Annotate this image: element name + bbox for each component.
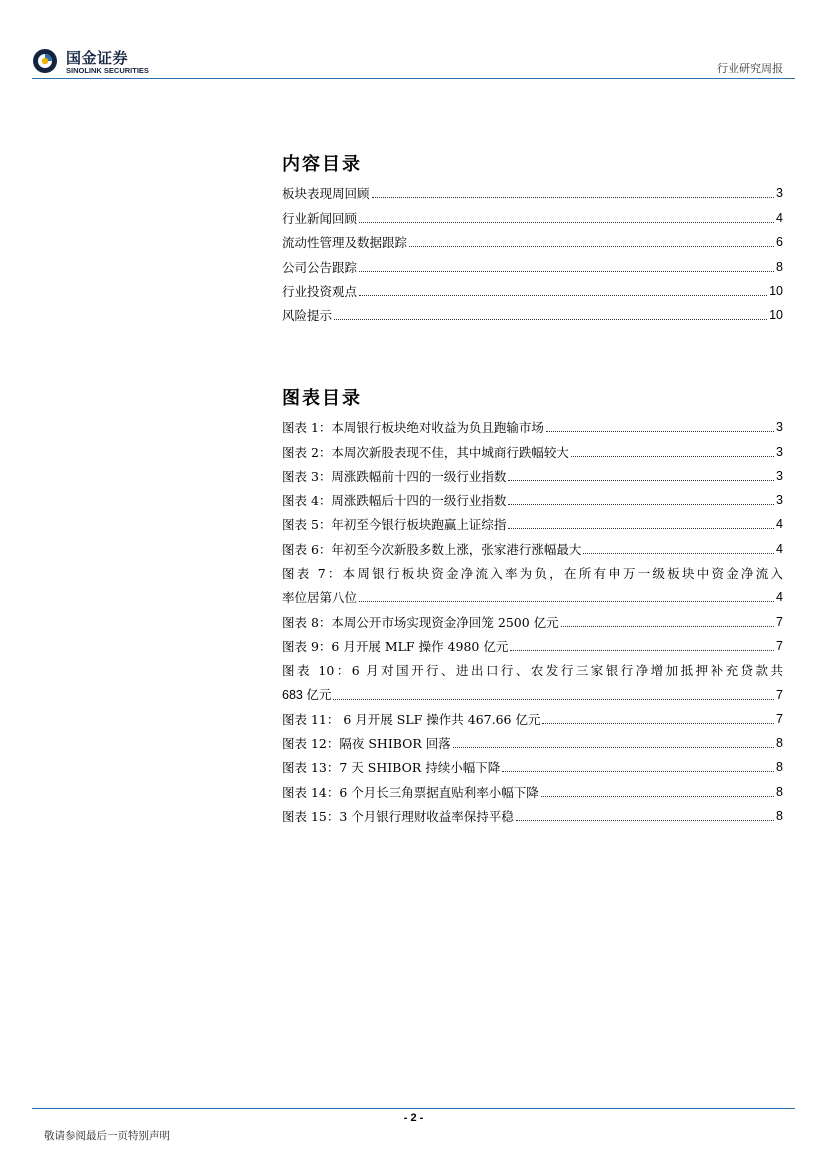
toc-entry[interactable] bbox=[282, 226, 783, 250]
figure-entry-label: 图表 12：隔夜 SHIBOR 回落 bbox=[282, 736, 451, 752]
leader-dots bbox=[409, 245, 774, 247]
toc-entry-label: 流动性管理及数据跟踪 bbox=[282, 235, 408, 251]
figure-entry[interactable] bbox=[282, 508, 783, 532]
figure-entry[interactable] bbox=[282, 727, 783, 751]
figure-entry[interactable] bbox=[282, 703, 783, 727]
figure-entry-page: 4 bbox=[776, 541, 783, 556]
leader-dots bbox=[334, 318, 767, 320]
figure-entry-page: 7 bbox=[776, 614, 783, 629]
figure-entry-label: 图表 2：本周次新股表现不佳，其中城商行跌幅较大 bbox=[282, 444, 569, 460]
figure-entry-page: 4 bbox=[776, 590, 783, 605]
contents-list bbox=[282, 177, 783, 323]
figure-entry[interactable] bbox=[282, 800, 783, 824]
toc-entry-page: 10 bbox=[769, 283, 783, 298]
figure-entry-page: 8 bbox=[776, 809, 783, 824]
leader-dots bbox=[583, 552, 774, 554]
figure-entry-label: 图表 14：6 个月长三角票据直贴利率小幅下降 bbox=[282, 784, 539, 800]
figure-entry-label: 图表 5：年初至今银行板块跑赢上证综指 bbox=[282, 517, 507, 533]
report-type-label: 行业研究周报 bbox=[717, 62, 783, 75]
toc-entry-page: 10 bbox=[769, 308, 783, 323]
leader-dots bbox=[359, 600, 774, 602]
footer-divider bbox=[32, 1108, 795, 1109]
leader-dots bbox=[359, 221, 774, 223]
leader-dots bbox=[541, 795, 774, 797]
toc-entry-label: 风险提示 bbox=[282, 308, 333, 324]
toc-entry-page: 6 bbox=[776, 235, 783, 250]
sinolink-logo-icon bbox=[32, 48, 58, 74]
disclaimer-note: 敬请参阅最后一页特别声明 bbox=[44, 1130, 170, 1142]
toc-entry-label: 行业投资观点 bbox=[282, 283, 358, 299]
page-number: - 2 - bbox=[403, 1112, 424, 1124]
toc-entry[interactable] bbox=[282, 299, 783, 323]
page-header bbox=[0, 0, 827, 80]
figure-entry[interactable] bbox=[282, 630, 783, 654]
toc-entry-page: 3 bbox=[776, 186, 783, 201]
toc-entry[interactable] bbox=[282, 275, 783, 299]
leader-dots bbox=[542, 722, 774, 724]
toc-entry[interactable] bbox=[282, 250, 783, 274]
figure-entry-page: 3 bbox=[776, 493, 783, 508]
leader-dots bbox=[502, 770, 774, 772]
figure-entry-page: 3 bbox=[776, 420, 783, 435]
leader-dots bbox=[508, 503, 774, 505]
figure-entry[interactable] bbox=[282, 435, 783, 459]
figure-entry[interactable] bbox=[282, 532, 783, 556]
figure-entry[interactable] bbox=[282, 557, 783, 606]
leader-dots bbox=[508, 479, 774, 481]
leader-dots bbox=[516, 819, 774, 821]
figure-entry-label: 图表 9：6 月开展 MLF 操作 4980 亿元 bbox=[282, 638, 509, 654]
leader-dots bbox=[372, 196, 775, 198]
logo-english-name: SINOLINK SECURITIES bbox=[66, 66, 149, 75]
toc-entry-label: 行业新闻回顾 bbox=[282, 210, 358, 226]
figure-entry-page: 8 bbox=[776, 784, 783, 799]
company-logo bbox=[32, 44, 162, 80]
figure-entry[interactable] bbox=[282, 605, 783, 629]
toc-entry-label: 板块表现周回顾 bbox=[282, 186, 370, 202]
figure-entry[interactable] bbox=[282, 775, 783, 799]
figure-entry-page: 3 bbox=[776, 444, 783, 459]
leader-dots bbox=[359, 294, 767, 296]
figure-entry-page: 7 bbox=[776, 687, 783, 702]
logo-chinese-name: 国金证券 bbox=[66, 49, 129, 67]
figure-entry-label: 图表 3：周涨跌幅前十四的一级行业指数 bbox=[282, 468, 507, 484]
figure-entry-page: 8 bbox=[776, 760, 783, 775]
figure-entry[interactable] bbox=[282, 751, 783, 775]
figures-list bbox=[282, 411, 783, 824]
figure-entry-page: 7 bbox=[776, 711, 783, 726]
figure-entry-label: 图表 15：3 个月银行理财收益率保持平稳 bbox=[282, 809, 514, 825]
figure-entry-label: 图表 13：7 天 SHIBOR 持续小幅下降 bbox=[282, 760, 501, 776]
figure-entry[interactable] bbox=[282, 484, 783, 508]
figure-entry-label-line2: 率位居第八位 bbox=[282, 590, 358, 606]
header-divider bbox=[32, 78, 795, 79]
leader-dots bbox=[453, 746, 774, 748]
figure-entry-label-line1: 图表 7：本周银行板块资金净流入率为负，在所有申万一级板块中资金净流入 bbox=[282, 566, 783, 582]
figure-entry-label: 图表 11： 6 月开展 SLF 操作共 467.66 亿元 bbox=[282, 711, 541, 727]
figure-entry[interactable] bbox=[282, 654, 783, 703]
leader-dots bbox=[359, 270, 774, 272]
toc-entry-page: 8 bbox=[776, 259, 783, 274]
figure-entry-page: 4 bbox=[776, 517, 783, 532]
figure-entry-label-line1: 图表 10：6 月对国开行、进出口行、农发行三家银行净增加抵押补充贷款共 bbox=[282, 663, 783, 679]
toc-entry-label: 公司公告跟踪 bbox=[282, 259, 358, 275]
figure-entry-page: 7 bbox=[776, 638, 783, 653]
leader-dots bbox=[510, 649, 774, 651]
toc-entry[interactable] bbox=[282, 177, 783, 201]
figure-entry-label: 图表 4：周涨跌幅后十四的一级行业指数 bbox=[282, 493, 507, 509]
leader-dots bbox=[546, 430, 774, 432]
figures-title: 图表目录 bbox=[282, 388, 362, 409]
toc-entry[interactable] bbox=[282, 201, 783, 225]
leader-dots bbox=[561, 625, 774, 627]
figure-entry-page: 8 bbox=[776, 736, 783, 751]
figure-entry-label-line2: 683 亿元 bbox=[282, 687, 332, 702]
figure-entry-label: 图表 6：年初至今次新股多数上涨，张家港行涨幅最大 bbox=[282, 541, 582, 557]
leader-dots bbox=[333, 698, 774, 700]
leader-dots bbox=[508, 527, 774, 529]
toc-entry-page: 4 bbox=[776, 210, 783, 225]
leader-dots bbox=[571, 455, 774, 457]
figure-entry-label: 图表 1：本周银行板块绝对收益为负且跑输市场 bbox=[282, 420, 544, 436]
contents-title: 内容目录 bbox=[282, 154, 362, 175]
figure-entry[interactable] bbox=[282, 411, 783, 435]
figure-entry-page: 3 bbox=[776, 468, 783, 483]
figure-entry[interactable] bbox=[282, 460, 783, 484]
figure-entry-label: 图表 8：本周公开市场实现资金净回笼 2500 亿元 bbox=[282, 614, 559, 630]
